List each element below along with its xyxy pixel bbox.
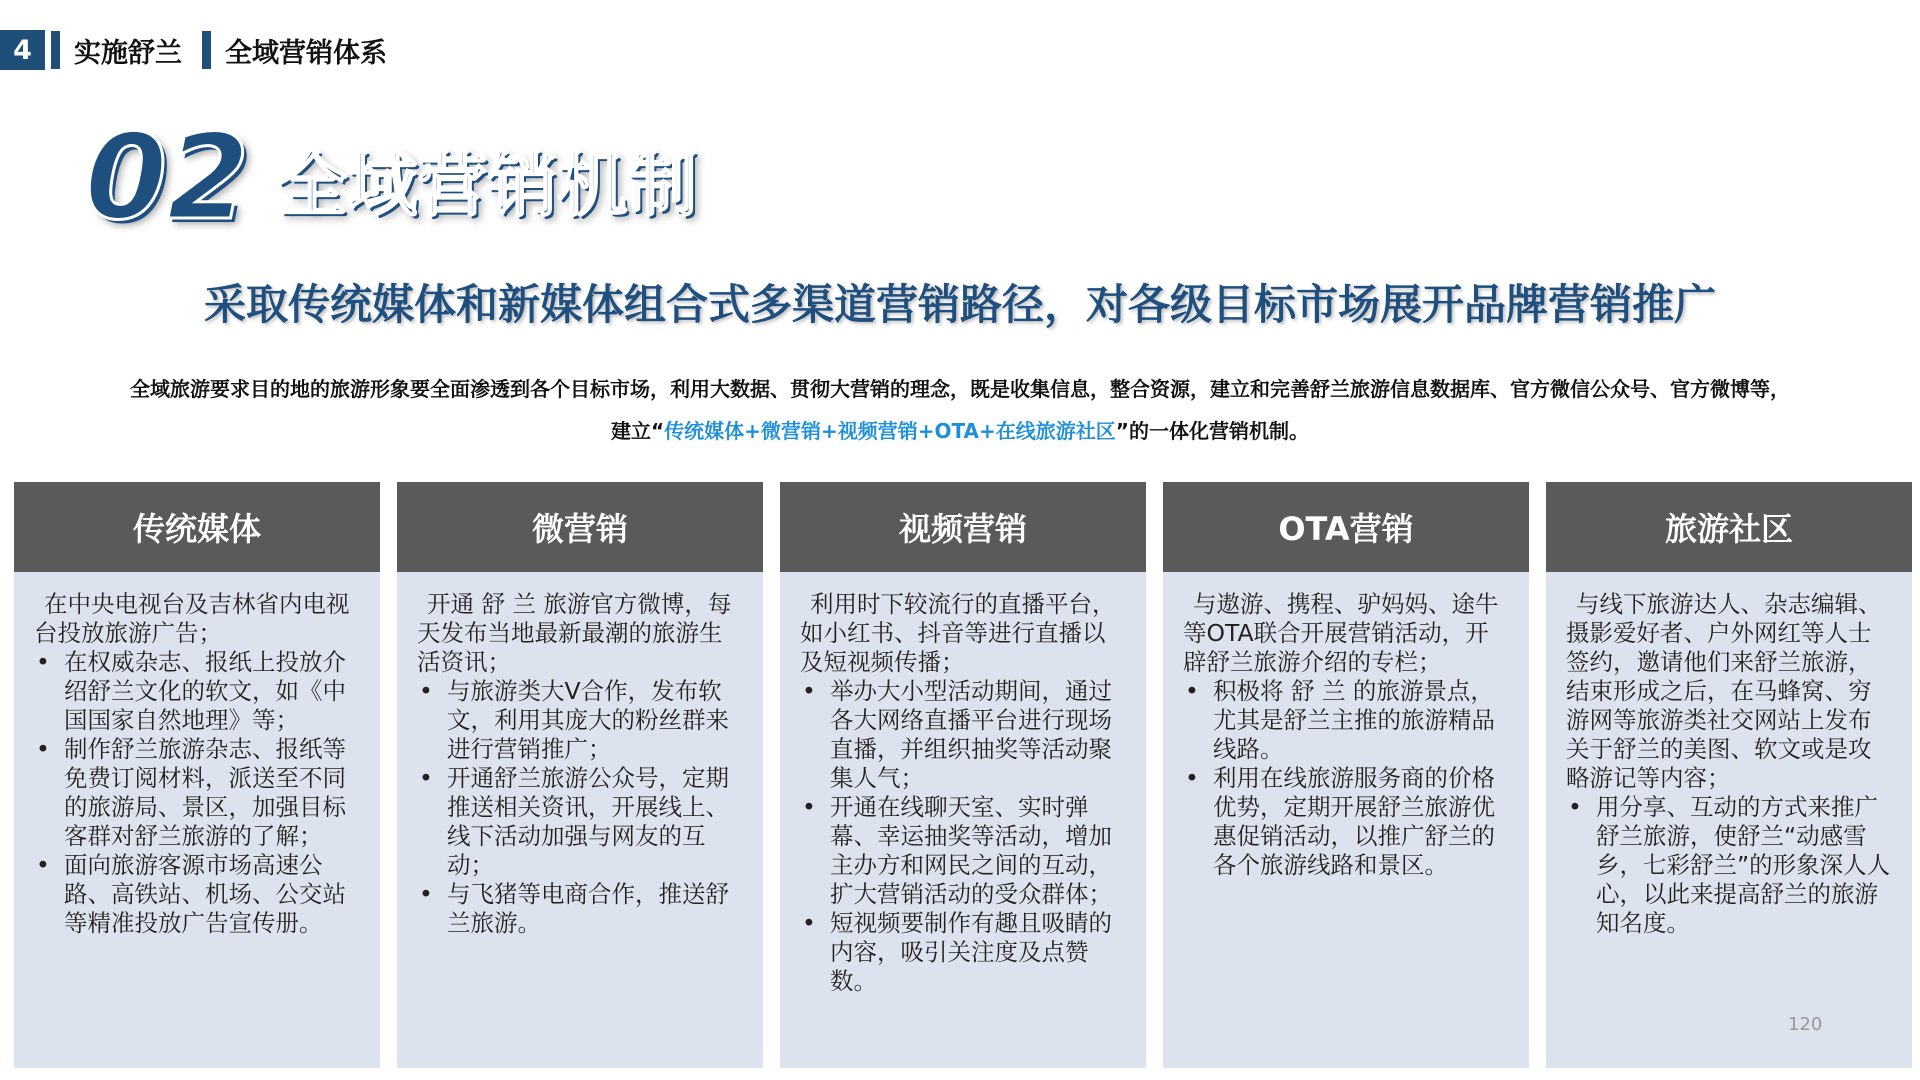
bullet-list [417,677,743,938]
list-item: • 在权威杂志、报纸上投放介绍舒兰文化的软文，如《中国国家自然地理》等； [64,648,360,735]
divider-bar [202,31,211,69]
page-title [85,108,698,246]
list-item: • 开通舒兰旅游公众号，定期推送相关资讯，开展线上、线下活动加强与网友的互动； [447,764,743,880]
section-number: 4 [0,30,45,70]
column-lead: 利用时下较流行的直播平台，如小红书、抖音等进行直播以及短视频传播； [800,590,1116,676]
list-item: • 与飞猪等电商合作，推送舒兰旅游。 [447,880,743,938]
column-body [1163,572,1529,880]
bullet-list [34,648,360,938]
title-text: 全域营销机制 [277,144,698,226]
section-title-1: 实施舒兰 [74,37,182,69]
bullet-list [1566,793,1892,938]
column-body [1546,572,1912,938]
column-body [397,572,763,938]
column-lead: 与遨游、携程、驴妈妈、途牛等OTA联合开展营销活动，开辟舒兰旅游介绍的专栏； [1183,590,1499,676]
intro-line-1: 全域旅游要求目的地的旅游形象要全面渗透到各个目标市场，利用大数据、贯彻大营销的理念，既是收集信息，整合资源，建立和完善舒兰旅游信息数据库、官方微信公众号、官方微博等， [130,377,1790,401]
intro-paragraph [60,368,1860,452]
page-number: 120 [1788,1014,1823,1035]
list-item: • 举办大小型活动期间，通过各大网络直播平台进行现场直播，并组织抽奖等活动聚集人气； [830,677,1126,793]
column-body [780,572,1146,996]
section-header [0,30,401,70]
list-item: • 用分享、互动的方式来推广舒兰旅游，使舒兰“动感雪乡，七彩舒兰”的形象深人人心，以此来提高舒兰的旅游知名度。 [1596,793,1892,938]
intro-highlight: 传统媒体+微营销+视频营销+OTA+在线旅游社区 [664,419,1116,443]
column-ota-marketing [1163,482,1529,1068]
list-item: • 制作舒兰旅游杂志、报纸等免费订阅材料，派送至不同的旅游局、景区，加强目标客群对舒兰旅游的了解； [64,735,360,851]
subtitle: 采取传统媒体和新媒体组合式多渠道营销路径，对各级目标市场展开品牌营销推广 [203,280,1716,329]
list-item: • 与旅游类大V合作，发布软文，利用其庞大的粉丝群来进行营销推广； [447,677,743,764]
list-item: • 积极将 舒 兰 的旅游景点，尤其是舒兰主推的旅游精品线路。 [1213,677,1509,764]
list-item: • 面向旅游客源市场高速公路、高铁站、机场、公交站等精准投放广告宣传册。 [64,851,360,938]
column-title: 旅游社区 [1546,482,1912,572]
list-item: • 开通在线聊天室、实时弹幕、幸运抽奖等活动，增加主办方和网民之间的互动，扩大营销活动的受众群体； [830,793,1126,909]
column-lead: 开通 舒 兰 旅游官方微博，每天发布当地最新最潮的旅游生活资讯； [417,590,732,676]
column-title: 微营销 [397,482,763,572]
divider-bar [51,31,60,69]
column-title: 传统媒体 [14,482,380,572]
column-title: OTA营销 [1163,482,1529,572]
column-body [14,572,380,938]
list-item: • 短视频要制作有趣且吸睛的内容，吸引关注度及点赞数。 [830,909,1126,996]
list-item: • 利用在线旅游服务商的价格优势，定期开展舒兰旅游优惠促销活动，以推广舒兰的各个旅游线路和景区。 [1213,764,1509,880]
column-micro-marketing [397,482,763,1068]
section-title-2: 全域营销体系 [225,37,387,69]
intro-line-2-pre: 建立“ [611,419,665,443]
intro-line-2-post: ”的一体化营销机制。 [1115,419,1309,443]
title-number: 02 [85,108,250,246]
column-travel-community [1546,482,1912,1068]
bullet-list [1183,677,1509,880]
column-traditional-media [14,482,380,1068]
column-lead: 在中央电视台及吉林省内电视台投放旅游广告； [34,590,350,647]
column-title: 视频营销 [780,482,1146,572]
column-lead: 与线下旅游达人、杂志编辑、摄影爱好者、户外网红等人士签约，邀请他们来舒兰旅游，结束形成之后，在马蜂窝、穷游网等旅游类社交网站上发布关于舒兰的美图、软文或是攻略游记等内容； [1566,590,1882,792]
column-video-marketing [780,482,1146,1068]
intro-line-2 [60,410,1860,452]
bullet-list [800,677,1126,996]
